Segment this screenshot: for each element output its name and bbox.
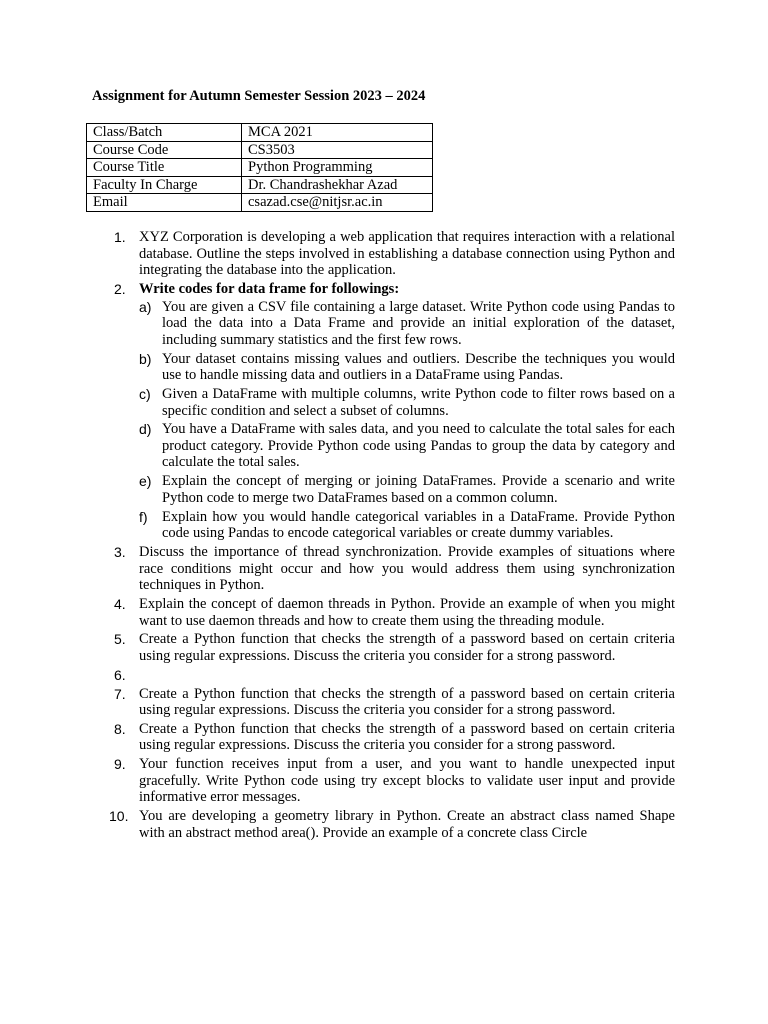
subquestion-item	[139, 509, 675, 542]
table-row	[87, 194, 433, 212]
question-number: 5.	[114, 631, 126, 648]
table-key: Email	[87, 194, 242, 212]
subquestion-list	[139, 299, 675, 542]
table-key: Course Title	[87, 159, 242, 177]
question-text: XYZ Corporation is developing a web application that requires interaction with a relational database. Outline the steps involved in establishing a database connection using Python and integrating the database into the application.	[139, 229, 675, 279]
question-text: Create a Python function that checks the strength of a password based on certain criteria using regular expressions. Discuss the criteria you consider for a strong password.	[139, 631, 675, 664]
question-item	[114, 596, 675, 629]
subquestion-item	[139, 351, 675, 384]
table-row	[87, 124, 433, 142]
subquestion-item	[139, 386, 675, 419]
course-info-table	[86, 123, 433, 212]
question-number: 8.	[114, 720, 126, 737]
subquestion-label: e)	[139, 473, 152, 490]
question-item	[109, 808, 675, 841]
question-item	[114, 686, 675, 719]
subquestion-text: Your dataset contains missing values and outliers. Describe the techniques you would use to handle missing data and outliers in a DataFrame using Pandas.	[162, 350, 675, 384]
subquestion-label: c)	[139, 385, 151, 402]
table-value: CS3503	[242, 141, 433, 159]
subquestion-label: b)	[139, 350, 152, 367]
table-key: Faculty In Charge	[87, 176, 242, 194]
subquestion-text: Explain how you would handle categorical variables in a DataFrame. Provide Python code using Pandas to encode categorical variables or create dummy variables.	[162, 508, 675, 542]
question-number: 3.	[114, 544, 126, 560]
subquestion-item	[139, 299, 675, 349]
question-text: Create a Python function that checks the strength of a password based on certain criteria using regular expressions. Discuss the criteria you consider for a strong password.	[139, 720, 675, 754]
question-item	[114, 756, 675, 806]
question-list	[109, 229, 675, 844]
question-heading: Write codes for data frame for followings:	[139, 280, 400, 297]
question-number: 10.	[109, 808, 129, 825]
question-text	[139, 667, 675, 684]
page-title: Assignment for Autumn Semester Session 2023 – 2024	[92, 88, 426, 104]
subquestion-text: Explain the concept of merging or joining DataFrames. Provide a scenario and write Python code to merge two DataFrames based on a common column.	[162, 473, 675, 506]
question-item	[114, 281, 675, 542]
table-row	[87, 176, 433, 194]
subquestion-label: a)	[139, 298, 152, 315]
subquestion-text: You are given a CSV file containing a large dataset. Write Python code using Pandas to load the data into a Data Frame and provide an initial exploration of the dataset, including summary statistics and the first few rows.	[162, 298, 675, 348]
question-item	[114, 631, 675, 664]
question-text: Explain the concept of daemon threads in Python. Provide an example of when you might want to use daemon threads and how to create them using the threading module.	[139, 595, 675, 629]
question-number: 6.	[114, 666, 126, 683]
table-value: Python Programming	[242, 159, 433, 177]
table-value: Dr. Chandrashekhar Azad	[242, 176, 433, 194]
question-item	[114, 229, 675, 279]
table-key: Class/Batch	[87, 124, 242, 142]
table-key: Course Code	[87, 141, 242, 159]
table-row	[87, 141, 433, 159]
question-text: You are developing a geometry library in Python. Create an abstract class named Shape with an abstract method area(). Provide an example of a concrete class Circle	[139, 808, 675, 841]
question-number: 7.	[114, 685, 126, 702]
question-number: 2.	[114, 280, 126, 297]
question-number: 1.	[114, 229, 126, 245]
table-row	[87, 159, 433, 177]
subquestion-item	[139, 421, 675, 471]
subquestion-item	[139, 473, 675, 506]
question-number: 9.	[114, 756, 126, 773]
subquestion-label: f)	[139, 508, 148, 525]
question-number: 4.	[114, 595, 126, 612]
question-text: Your function receives input from a user, and you want to handle unexpected input gracefully. Write Python code using try except blocks to validate user input and provide informative error messages.	[139, 756, 675, 806]
question-item	[114, 544, 675, 594]
email-value: csazad.cse@nitjsr.ac.in	[242, 194, 433, 212]
subquestion-text: Given a DataFrame with multiple columns, write Python code to filter rows based on a specific condition and select a subset of columns.	[162, 385, 675, 419]
question-text: Create a Python function that checks the strength of a password based on certain criteria using regular expressions. Discuss the criteria you consider for a strong password.	[139, 685, 675, 719]
table-value: MCA 2021	[242, 124, 433, 142]
question-text: Discuss the importance of thread synchronization. Provide examples of situations where race conditions might occur and how you would address them using synchronization techniques in Python.	[139, 544, 675, 594]
subquestion-label: d)	[139, 421, 152, 438]
question-item	[114, 667, 675, 684]
question-item	[114, 721, 675, 754]
subquestion-text: You have a DataFrame with sales data, and you need to calculate the total sales for each product category. Provide Python code using Pandas to group the data by category and calculate the total sales.	[162, 421, 675, 471]
